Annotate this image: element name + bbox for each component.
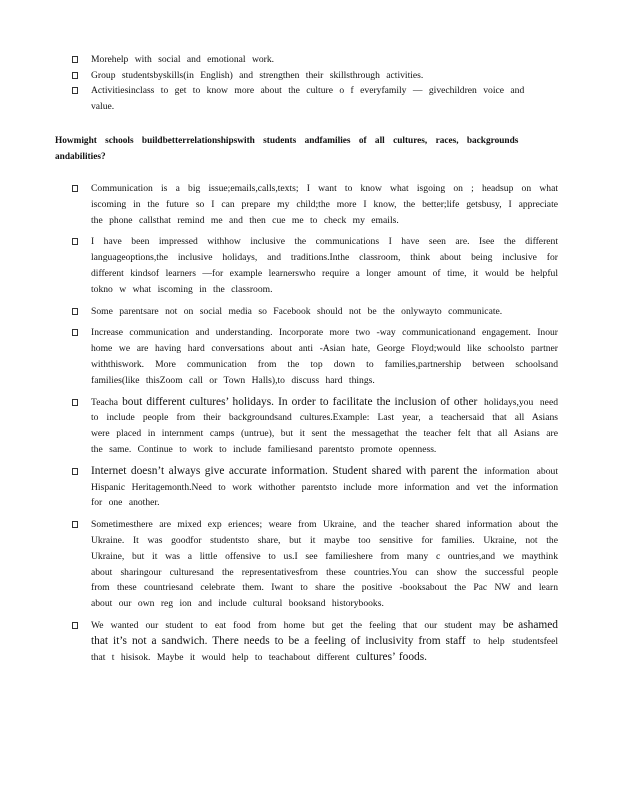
bullet-box-icon — [72, 185, 78, 192]
bullet-box-icon — [72, 308, 78, 315]
bullet-box-icon — [72, 87, 78, 94]
section-heading: Howmight schools buildbetterrelationshipswith students andfamilies of all cultures, races, backgrounds andabilities? — [55, 136, 519, 162]
bullet-box-icon — [72, 238, 78, 245]
top-bullet-list — [72, 52, 542, 114]
list-item: Activitiesinclass to get to know more about the culture o f everyfamily — givechildren voice and value. — [72, 83, 542, 114]
bullet-box-icon — [72, 329, 78, 336]
bullet-box-icon — [72, 72, 78, 79]
bullet-box-icon — [72, 468, 78, 475]
main-bullet-list — [72, 181, 558, 671]
list-item: Morehelp with social and emotional work. — [72, 52, 542, 68]
list-item: Group studentsbyskills(in English) and strengthen their skillsthrough activities. — [72, 68, 542, 84]
list-item: I have been impressed withhow inclusive the communications I have seen are. Isee the different languageoptions,the inclusive holidays, and traditions.Inthe classroom, think about being inclusive for different kindsof learners —for example learnerswho require a longer amount of time, it would be helpful tokno w what iscoming in the classroom. — [72, 234, 558, 297]
list-item: Some parentsare not on social media so Facebook should not be the onlywayto communicate. — [72, 304, 558, 320]
list-item: Increase communication and understanding. Incorporate more two -way communicationand engagement. Inour home we are having hard conversations about anti -Asian hate, George Floyd;would like schoolsto partner withthiswork. More communication from the top down to families,partnership between schoolsand families(like thisZoom call or Town Halls),to discuss hard things. — [72, 325, 558, 388]
bullet-box-icon — [72, 622, 78, 629]
bullet-box-icon — [72, 399, 78, 406]
list-item: Teacha bout different cultures’ holidays. In order to facilitate the inclusion of other holidays,you need to include people from their backgroundsand cultures.Example: Last year, a teachersaid that all Asians were placed in internment camps (untrue), but it sent the messagethat the teacher felt that all Asians are the same. Continue to work to include familiesand parentsto promote openness. — [72, 395, 558, 458]
list-item: Internet doesn’t always give accurate information. Student shared with parent the information about Hispanic Heritagemonth.Need to work withother parentsto include more information and vet the information for one another. — [72, 464, 558, 511]
bullet-box-icon — [72, 56, 78, 63]
list-item: Communication is a big issue;emails,calls,texts; I want to know what isgoing on ; headsup on what iscoming in the future so I can prepare my child;the more I know, the better;life getsbusy, I appreciate the phone callsthat remind me and then cue me to check my emails. — [72, 181, 558, 228]
list-item: Sometimesthere are mixed exp eriences; weare from Ukraine, and the teacher shared information about the Ukraine. It was goodfor studentsto share, but it maybe too sensitive for families. Ukraine, not the Ukraine, but it was a little offensive to us.I see familieshere from many c ountries,and we maythink about sharingour culturesand the representativesfrom these countries.You can show the successful people from these countriesand celebrate them. Iwant to share the positive -booksabout the Pac NW and learn about our own reg ion and include cultural booksand historybooks. — [72, 517, 558, 612]
list-item: We wanted our student to eat food from home but get the feeling that our student may be ashamed that it’s not a sandwich. There needs to be a feeling of inclusivity from staff to help studentsfeel that t hisisok. Maybe it would help to teachabout different cultures’ foods. — [72, 618, 558, 665]
bullet-box-icon — [72, 521, 78, 528]
